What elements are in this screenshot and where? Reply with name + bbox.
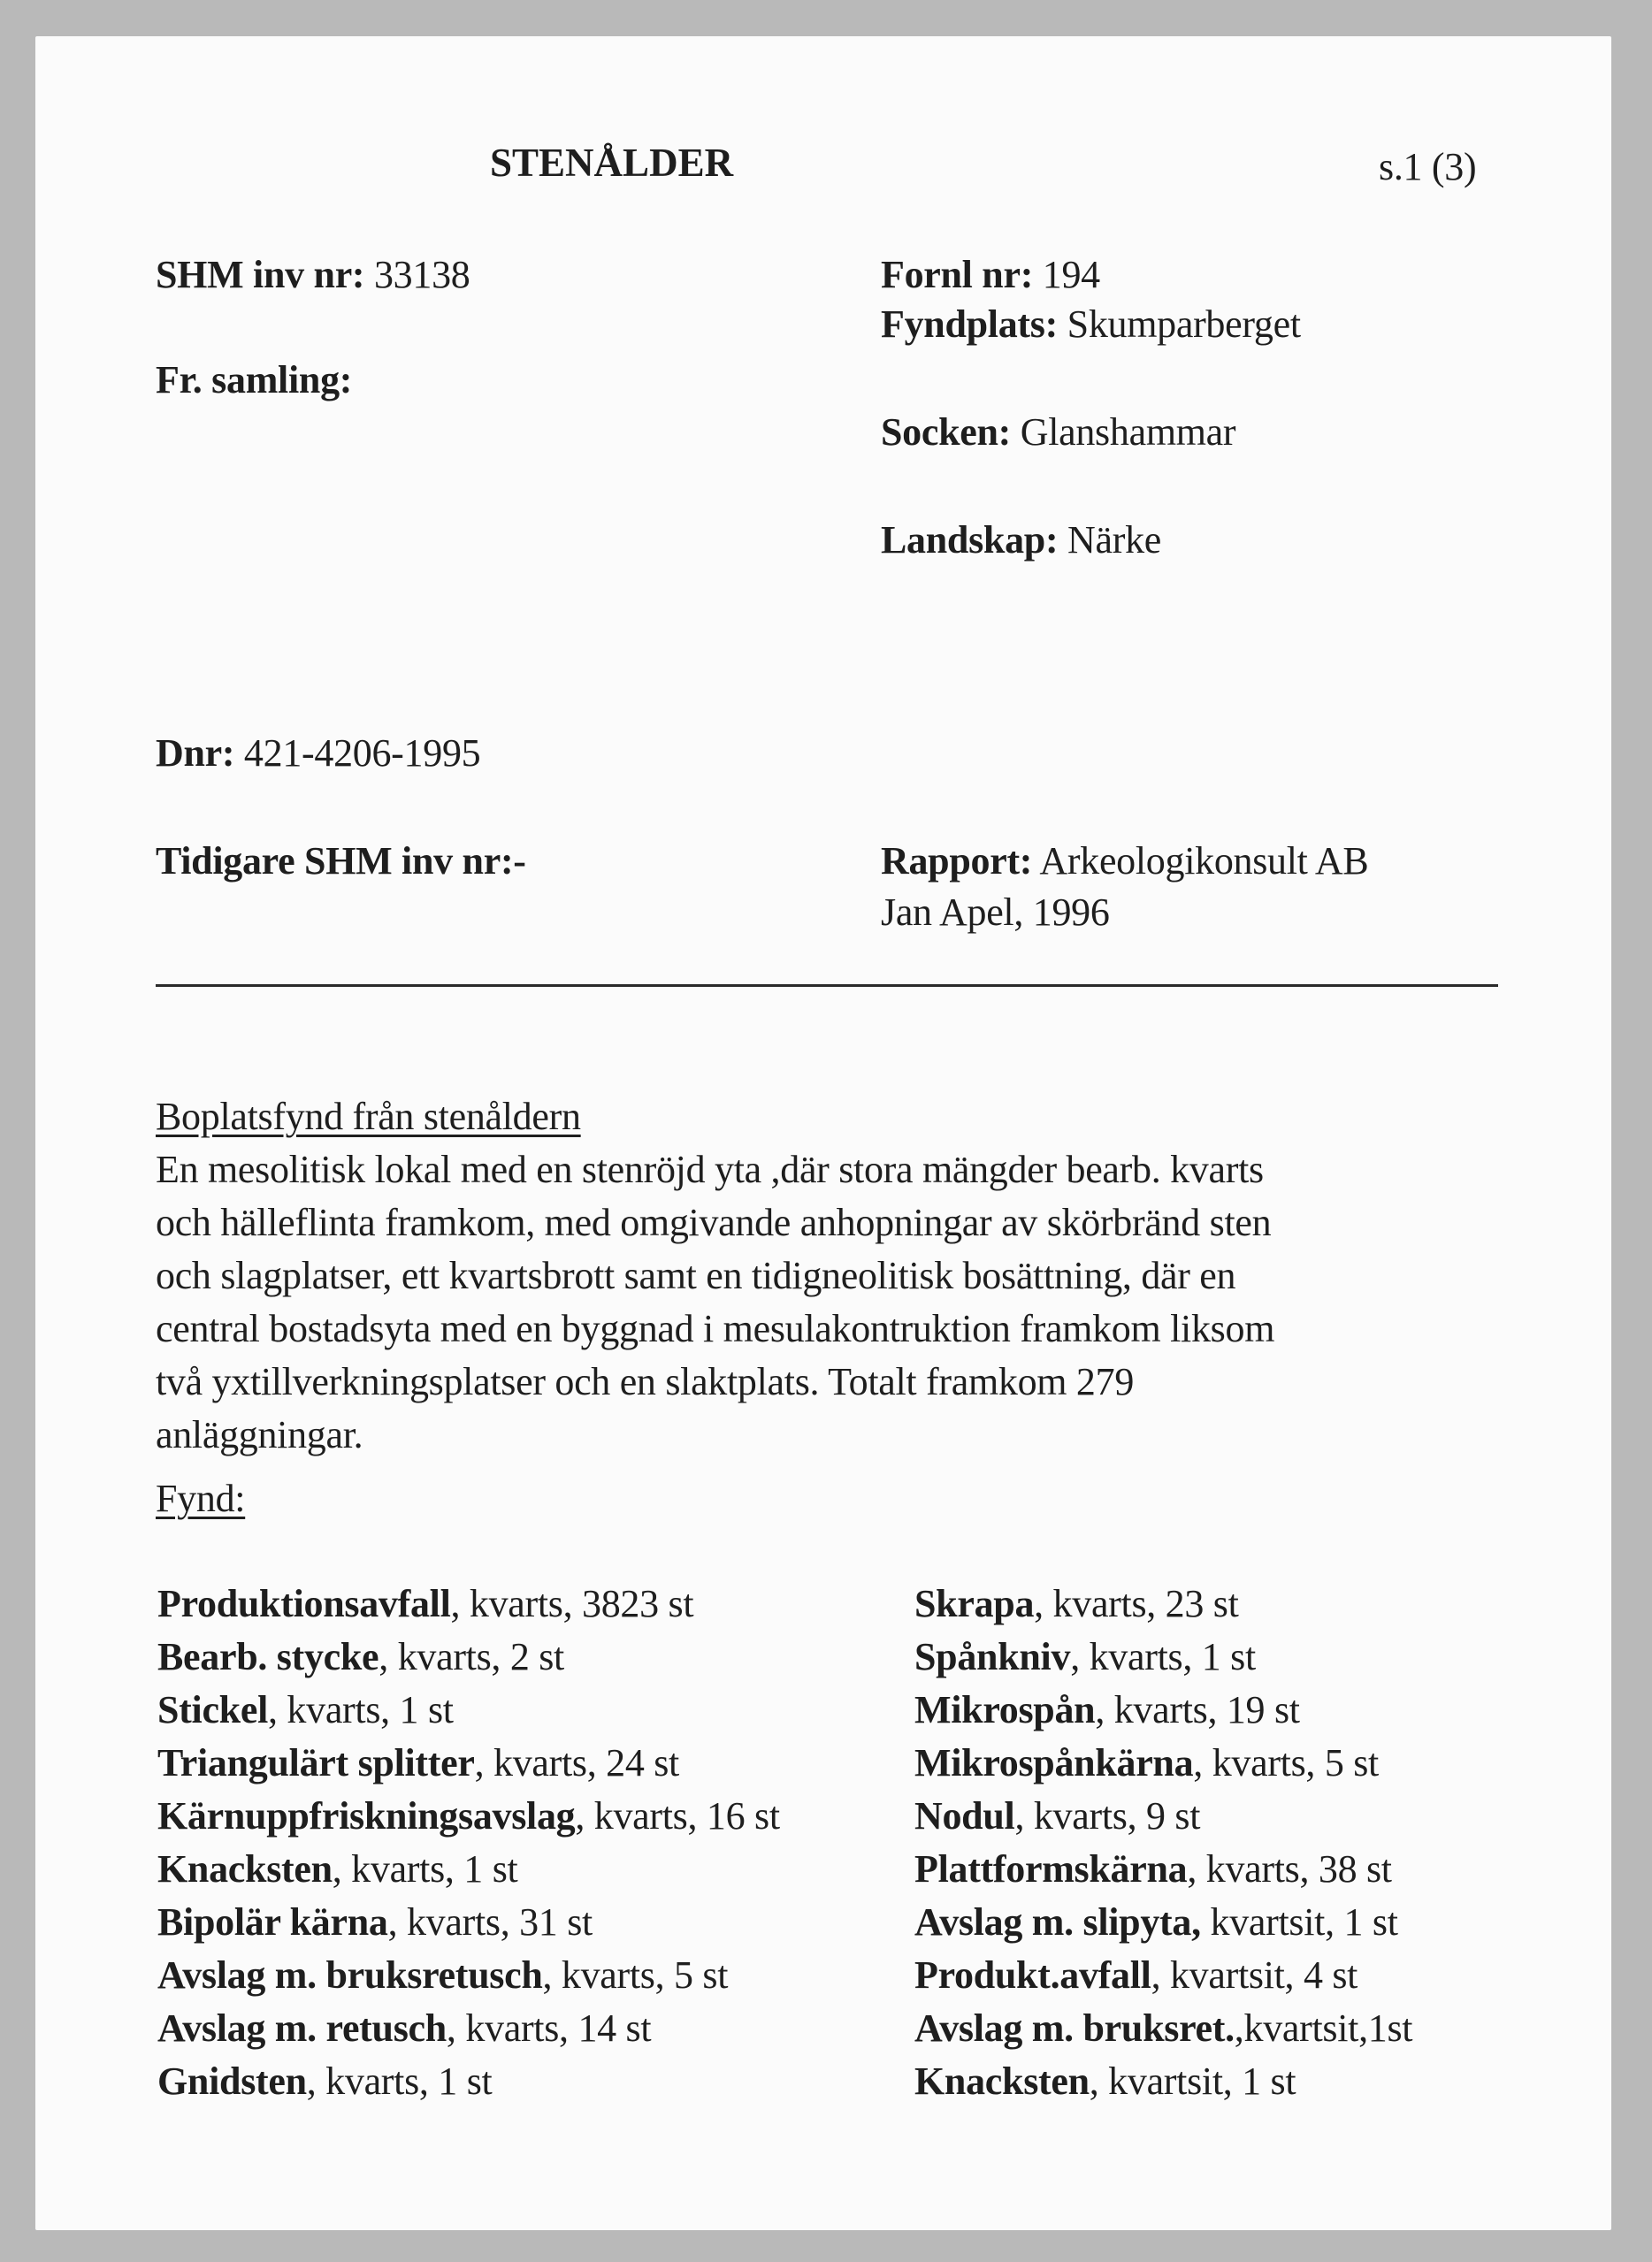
find-detail: , kvarts, 5 st bbox=[1193, 1741, 1379, 1784]
find-name: Bipolär kärna bbox=[157, 1900, 388, 1944]
section-divider bbox=[156, 984, 1498, 987]
field-label: SHM inv nr: bbox=[156, 253, 365, 296]
find-detail: , kvarts, 1 st bbox=[268, 1688, 454, 1731]
field-label: Dnr: bbox=[156, 731, 235, 775]
find-detail: ,kvartsit,1st bbox=[1234, 2006, 1413, 2050]
find-name: Mikrospån bbox=[914, 1688, 1096, 1731]
find-detail: , kvarts, 23 st bbox=[1034, 1582, 1239, 1625]
find-item bbox=[157, 1790, 780, 1843]
field-value: Arkeologikonsult AB bbox=[1032, 839, 1369, 883]
find-name: Plattformskärna bbox=[914, 1847, 1188, 1891]
find-name: Skrapa bbox=[914, 1582, 1035, 1625]
find-detail: , kvarts, 38 st bbox=[1187, 1847, 1392, 1891]
find-name: Mikrospånkärna bbox=[914, 1741, 1194, 1784]
description-line: och slagplatser, ett kvartsbrott samt en tidigneolitisk bosättning, där en bbox=[156, 1254, 1236, 1297]
find-detail: kvartsit, 1 st bbox=[1200, 1900, 1398, 1944]
find-name: Gnidsten bbox=[157, 2059, 307, 2103]
field-fr-samling bbox=[156, 358, 353, 401]
find-item bbox=[157, 1737, 780, 1790]
find-name: Avslag m. bruksret. bbox=[914, 2006, 1235, 2050]
find-item bbox=[157, 1949, 780, 2002]
find-item bbox=[914, 2002, 1412, 2055]
find-item bbox=[914, 1737, 1412, 1790]
description-line: anläggningar. bbox=[156, 1413, 363, 1456]
field-label: Rapport: bbox=[881, 839, 1033, 883]
find-name: Produktionsavfall bbox=[157, 1582, 451, 1625]
field-value: 421-4206-1995 bbox=[234, 731, 481, 775]
description-line: två yxtillverkningsplatser och en slaktplats. Totalt framkom 279 bbox=[156, 1360, 1135, 1403]
find-item bbox=[914, 1949, 1412, 2002]
find-item bbox=[157, 1631, 780, 1684]
find-detail: , kvarts, 14 st bbox=[446, 2006, 652, 2050]
find-detail: , kvarts, 2 st bbox=[379, 1635, 564, 1678]
find-detail: , kvarts, 1 st bbox=[1070, 1635, 1256, 1678]
field-label: Fornl nr: bbox=[881, 253, 1034, 296]
description-heading: Boplatsfynd från stenåldern bbox=[156, 1095, 581, 1138]
find-item bbox=[157, 2055, 780, 2108]
find-detail: , kvarts, 1 st bbox=[332, 1847, 518, 1891]
document-title: STENÅLDER bbox=[490, 141, 734, 185]
finds-heading: Fynd: bbox=[156, 1477, 246, 1520]
field-label: Socken: bbox=[881, 410, 1012, 454]
find-detail: , kvarts, 16 st bbox=[575, 1794, 780, 1838]
field-label: Fyndplats: bbox=[881, 302, 1058, 346]
field-value: 194 bbox=[1033, 253, 1100, 296]
field-fyndplats bbox=[881, 302, 1301, 346]
field-value: 33138 bbox=[364, 253, 470, 296]
find-detail: , kvartsit, 1 st bbox=[1089, 2059, 1296, 2103]
find-item bbox=[157, 1843, 780, 1896]
field-value: Glanshammar bbox=[1011, 410, 1236, 454]
find-name: Avslag m. bruksretusch bbox=[157, 1953, 543, 1997]
field-label: Fr. samling: bbox=[156, 358, 353, 401]
find-name: Bearb. stycke bbox=[157, 1635, 379, 1678]
field-value: Skumparberget bbox=[1057, 302, 1301, 346]
field-landskap bbox=[881, 518, 1161, 562]
find-item bbox=[157, 1896, 780, 1949]
find-name: Avslag m. slipyta, bbox=[914, 1900, 1201, 1944]
description-line: central bostadsyta med en byggnad i mesulakontruktion framkom liksom bbox=[156, 1307, 1275, 1350]
finds-list-left bbox=[157, 1578, 780, 2108]
find-detail: , kvarts, 24 st bbox=[474, 1741, 679, 1784]
find-name: Triangulärt splitter bbox=[157, 1741, 475, 1784]
find-item bbox=[157, 1684, 780, 1737]
find-item bbox=[914, 1896, 1412, 1949]
page-indicator: s.1 (3) bbox=[1379, 145, 1477, 188]
field-tidigare-shm-inv bbox=[156, 839, 526, 883]
find-detail: , kvarts, 19 st bbox=[1095, 1688, 1300, 1731]
find-item bbox=[914, 1843, 1412, 1896]
find-item bbox=[914, 2055, 1412, 2108]
find-item bbox=[914, 1790, 1412, 1843]
find-name: Produkt.avfall bbox=[914, 1953, 1151, 1997]
field-value: Närke bbox=[1058, 518, 1161, 562]
find-name: Avslag m. retusch bbox=[157, 2006, 447, 2050]
description-section bbox=[156, 1090, 1518, 1462]
find-item bbox=[157, 2002, 780, 2055]
find-detail: , kvarts, 1 st bbox=[306, 2059, 493, 2103]
find-detail: , kvartsit, 4 st bbox=[1151, 1953, 1358, 1997]
description-line: En mesolitisk lokal med en stenröjd yta ,där stora mängder bearb. kvarts bbox=[156, 1148, 1264, 1191]
find-item bbox=[157, 1578, 780, 1631]
find-name: Stickel bbox=[157, 1688, 269, 1731]
find-name: Knacksten bbox=[914, 2059, 1090, 2103]
find-item bbox=[914, 1578, 1412, 1631]
description-line: och hälleflinta framkom, med omgivande anhopningar av skörbränd sten bbox=[156, 1201, 1272, 1244]
field-shm-inv bbox=[156, 253, 470, 296]
field-rapport bbox=[881, 839, 1369, 883]
find-item bbox=[914, 1631, 1412, 1684]
field-dnr bbox=[156, 731, 481, 775]
finds-list-right bbox=[914, 1578, 1412, 2108]
find-item bbox=[914, 1684, 1412, 1737]
find-detail: , kvarts, 5 st bbox=[542, 1953, 729, 1997]
find-name: Spånkniv bbox=[914, 1635, 1071, 1678]
field-fornl bbox=[881, 253, 1100, 296]
find-name: Nodul bbox=[914, 1794, 1015, 1838]
find-detail: , kvarts, 3823 st bbox=[450, 1582, 694, 1625]
field-socken bbox=[881, 410, 1236, 454]
field-label: Landskap: bbox=[881, 518, 1059, 562]
find-detail: , kvarts, 31 st bbox=[387, 1900, 593, 1944]
find-name: Knacksten bbox=[157, 1847, 333, 1891]
field-label: Tidigare SHM inv nr:- bbox=[156, 839, 526, 883]
find-name: Kärnuppfriskningsavslag bbox=[157, 1794, 576, 1838]
field-rapport-author: Jan Apel, 1996 bbox=[881, 890, 1110, 934]
find-detail: , kvarts, 9 st bbox=[1014, 1794, 1201, 1838]
